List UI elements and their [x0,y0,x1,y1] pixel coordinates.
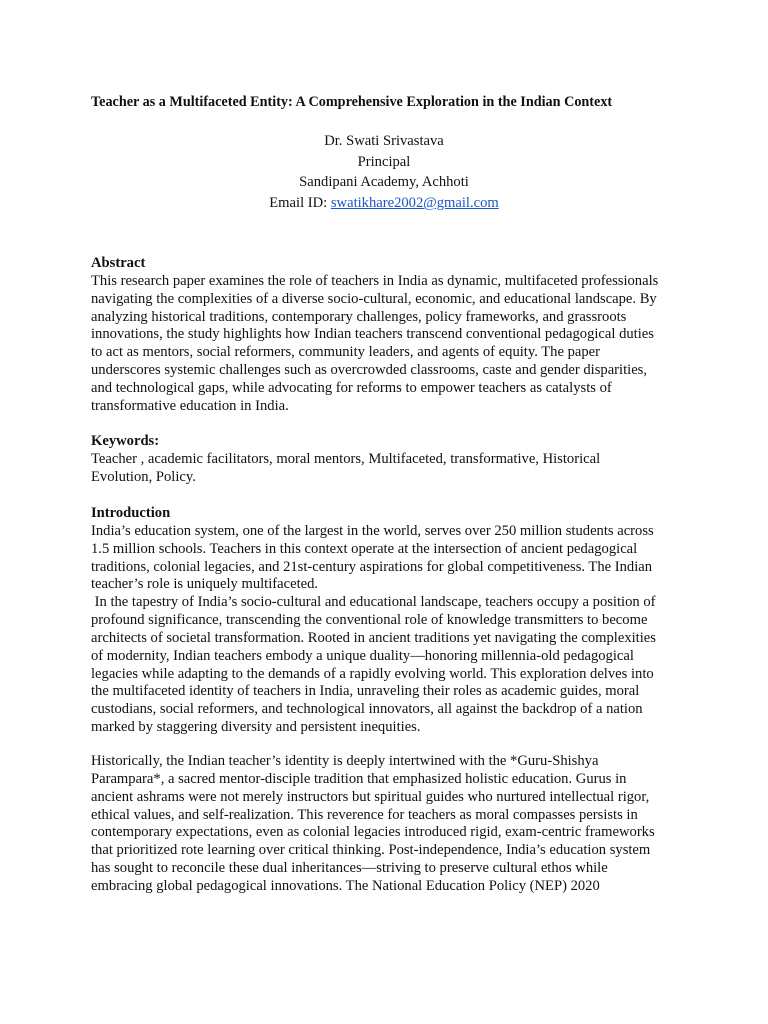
email-label: Email ID: [269,195,331,212]
intro-line: profound significance, transcending the conventional role of knowledge transmitters to become [91,612,648,629]
keywords-line: Evolution, Policy. [91,468,196,485]
keywords-line: Teacher , academic facilitators, moral mentors, Multifaceted, transformative, Historical [91,450,601,467]
intro-line: of modernity, Indian teachers embody a unique duality—honoring millennia-old pedagogical [91,647,634,664]
author-designation: Principal [357,153,411,170]
abstract-line: This research paper examines the role of teachers in India as dynamic, multifaceted professionals [91,272,659,289]
abstract-body [91,273,691,416]
keywords-section [91,433,691,487]
author-block [91,131,677,214]
intro-line: legacies while adapting to the demands of a rapidly evolving world. This exploration delves into [91,665,654,682]
abstract-line: innovations, the study highlights how Indian teachers transcend conventional pedagogical duties [91,326,654,343]
paper-title: Teacher as a Multifaceted Entity: A Comprehensive Exploration in the Indian Context [91,94,613,110]
author-name: Dr. Swati Srivastava [324,133,444,149]
intro-line: In the tapestry of India’s socio-cultural and educational landscape, teachers occupy a position of [91,594,656,611]
intro-line: marked by staggering diversity and persistent inequities. [91,719,421,736]
introduction-heading: Introduction [91,505,171,521]
intro-line: Historically, the Indian teacher’s identity is deeply intertwined with the *Guru-Shishya [91,753,599,769]
introduction-paragraph-1 [91,523,691,737]
intro-line: architects of societal transformation. Rooted in ancient traditions yet navigating the complexities [91,629,656,646]
intro-line: Parampara*, a sacred mentor-disciple tradition that emphasized holistic education. Gurus in [91,770,627,787]
abstract-line: transformative education in India. [91,397,289,414]
intro-line: 1.5 million schools. Teachers in this context operate at the intersection of ancient pedagogical [91,540,638,557]
intro-line: traditions, colonial legacies, and 21st-century aspirations for global competitiveness. The Indian [91,558,653,575]
intro-line: ethical values, and self-realization. This reverence for teachers as moral compasses persists in [91,806,638,823]
abstract-line: underscores systemic challenges such as overcrowded classrooms, caste and gender disparities, [91,362,648,379]
email-link[interactable]: swatikhare2002@gmail.com [330,195,499,212]
keywords-heading: Keywords: [91,433,160,449]
introduction-section [91,505,691,737]
intro-line: has sought to reconcile these dual inheritances—striving to preserve cultural ethos while [91,860,608,877]
abstract-line: and technological gaps, while advocating for reforms to empower teachers as catalysts of [91,379,612,396]
keywords-body [91,451,691,487]
intro-line: that prioritized rote learning over critical thinking. Post-independence, India’s education system [91,842,651,859]
abstract-line: analyzing historical traditions, contemporary challenges, policy frameworks, and grassroots [91,308,627,325]
abstract-section [91,255,691,416]
abstract-line: navigating the complexities of a diverse socio-cultural, economic, and educational landscape. By [91,290,657,307]
abstract-heading: Abstract [91,255,146,271]
intro-line: the multifaceted identity of teachers in India, unraveling their roles as academic guides, moral [91,683,640,700]
intro-line: ancient ashrams were not merely instructors but spiritual guides who nurtured intellectual rigor, [91,788,650,805]
intro-line: custodians, social reformers, and technological innovators, all against the backdrop of a nation [91,701,643,718]
introduction-paragraph-2 [91,753,691,896]
introduction-paragraph-2-section [91,753,691,896]
abstract-line: to act as mentors, social reformers, community leaders, and agents of equity. The paper [91,344,600,361]
author-email-row [91,193,677,214]
intro-line: contemporary expectations, even as colonial legacies introduced rigid, exam-centric frameworks [91,824,655,841]
intro-line: embracing global pedagogical innovations. The National Education Policy (NEP) 2020 [91,877,600,894]
intro-line: teacher’s role is uniquely multifaceted. [91,576,319,593]
intro-line: India’s education system, one of the largest in the world, serves over 250 million students across [91,522,654,539]
author-institution: Sandipani Academy, Achhoti [299,174,469,191]
